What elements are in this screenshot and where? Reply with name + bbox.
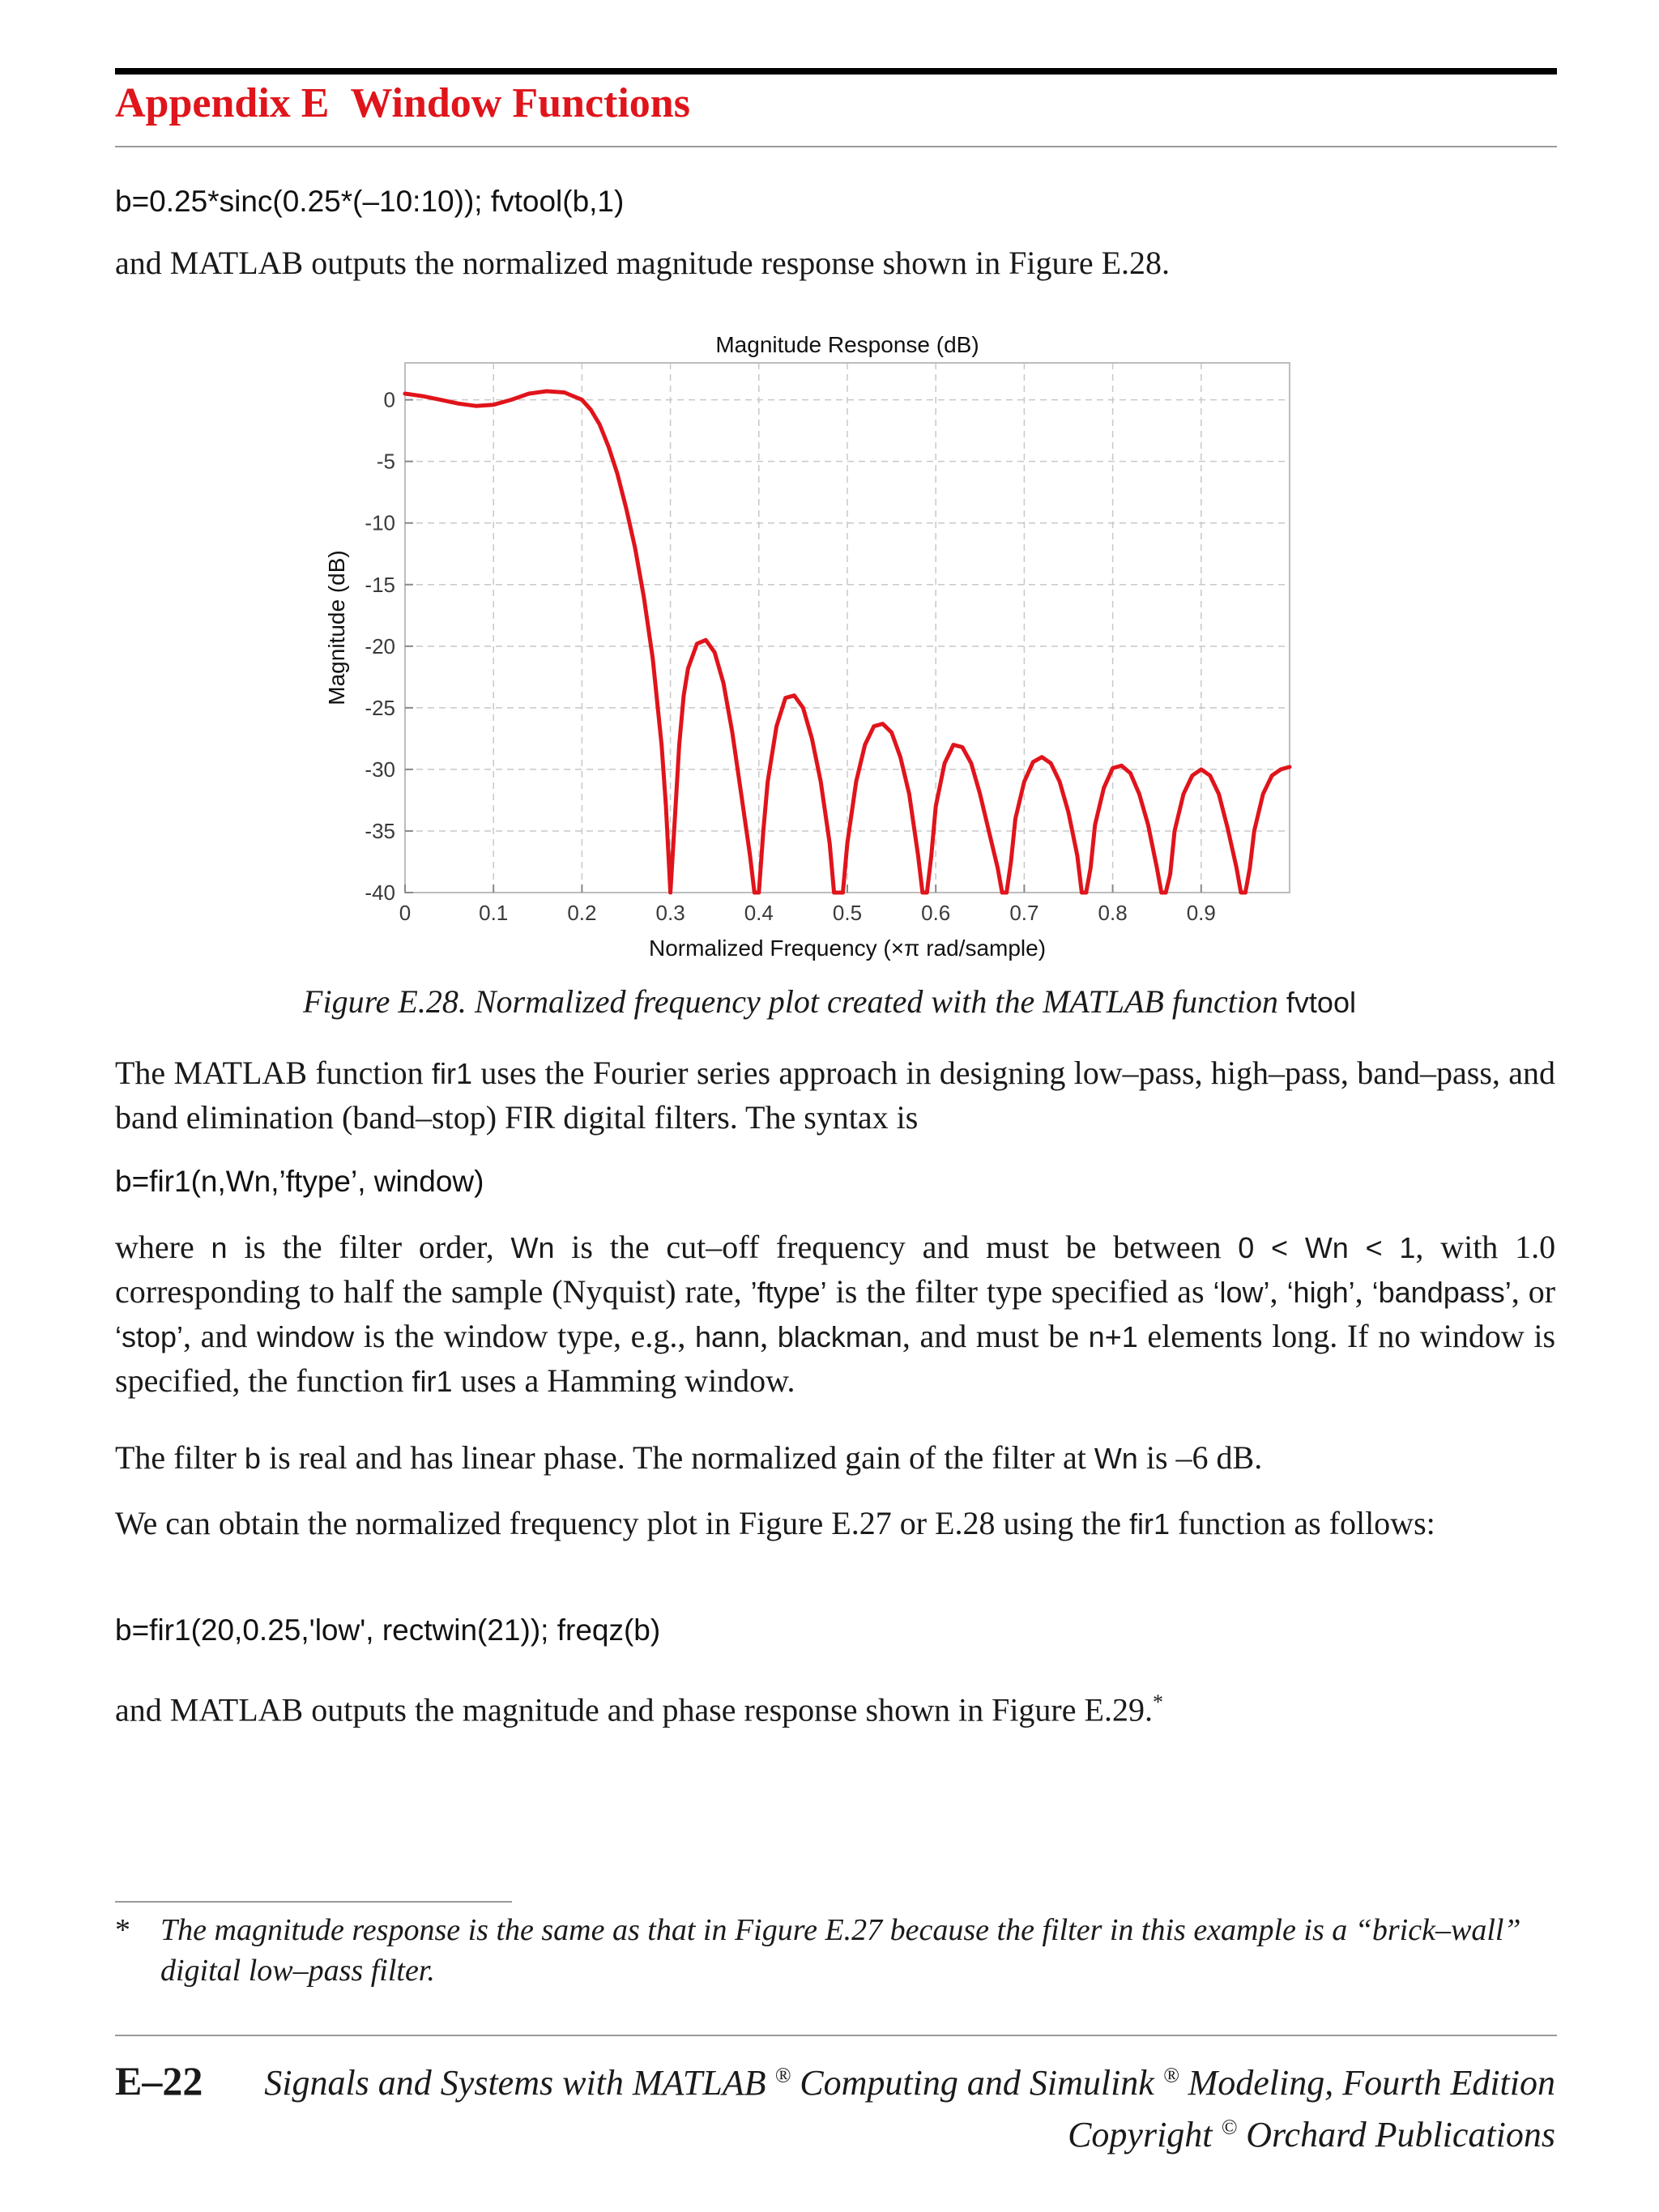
x-tick-label: 0.3 <box>655 901 685 925</box>
appendix-label: Appendix E <box>115 80 330 126</box>
footnote-mark: * <box>115 1913 130 1947</box>
copyright-line: Copyright © Orchard Publications <box>1068 2115 1555 2154</box>
paragraph-6 <box>115 1681 1555 1732</box>
footnote-text: The magnitude response is the same as that in Figure E.27 because the filter in this example is a “brick–wall” digital low–pass filter. <box>160 1913 1521 1988</box>
code-block-2 <box>115 1163 1555 1200</box>
appendix-title: Window Functions <box>350 80 690 126</box>
x-tick-label: 0.7 <box>1009 901 1039 925</box>
y-axis-label: Magnitude (dB) <box>324 550 349 705</box>
y-tick-label: -40 <box>365 880 395 905</box>
footnote-rule <box>115 1901 512 1903</box>
page-number: E–22 <box>115 2058 203 2103</box>
paragraph-text: The filter b is real and has linear phase. The normalized gain of the filter at Wn is –6 dB. <box>115 1439 1263 1476</box>
x-tick-label: 0.5 <box>832 901 863 925</box>
footnote-reference[interactable]: * <box>1152 1690 1163 1714</box>
code-fir1: fir1 <box>432 1057 473 1090</box>
paragraph-text: and MATLAB outputs the magnitude and phase response shown in Figure E.29.* <box>115 1690 1163 1728</box>
paragraph-3 <box>115 1225 1555 1404</box>
chart-title: Magnitude Response (dB) <box>715 332 979 357</box>
x-axis-label: Normalized Frequency (×π rad/sample) <box>648 936 1047 961</box>
y-tick-label: -20 <box>365 633 395 658</box>
code-line: b=fir1(n,Wn,’ftype’, window) <box>115 1165 484 1198</box>
code-line: b=fir1(20,0.25,'low', rectwin(21)); freqz(b) <box>115 1613 661 1647</box>
y-tick-label: 0 <box>383 387 395 412</box>
x-tick-label: 0.4 <box>744 901 774 925</box>
paragraph-text: We can obtain the normalized frequency plot in Figure E.27 or E.28 using the fir1 function as follows: <box>115 1505 1435 1541</box>
caption-text: Figure E.28. Normalized frequency plot created with the MATLAB function <box>303 983 1278 1020</box>
paragraph-text: and MATLAB outputs the normalized magnitude response shown in Figure E.28. <box>115 245 1171 281</box>
paragraph-5 <box>115 1502 1555 1546</box>
x-tick-label: 0 <box>399 901 412 925</box>
figure-caption <box>0 980 1659 1025</box>
x-tick-label: 0.9 <box>1186 901 1216 925</box>
x-tick-label: 0.8 <box>1098 901 1128 925</box>
y-tick-label: -25 <box>365 695 395 720</box>
code-line: b=0.25*sinc(0.25*(–10:10)); fvtool(b,1) <box>115 185 625 218</box>
code-block-3 <box>115 1612 1555 1649</box>
magnitude-response-chart <box>0 0 1659 976</box>
x-tick-label: 0.2 <box>567 901 597 925</box>
x-tick-label: 0.6 <box>921 901 951 925</box>
y-tick-label: -35 <box>365 818 395 843</box>
paragraph-4 <box>115 1436 1555 1481</box>
y-tick-label: -5 <box>376 449 395 474</box>
x-tick-label: 0.1 <box>479 901 509 925</box>
y-tick-label: -30 <box>365 757 395 782</box>
paragraph-2 <box>115 1051 1555 1140</box>
y-tick-label: -15 <box>365 572 395 597</box>
caption-code: fvtool <box>1286 986 1356 1019</box>
book-title: Signals and Systems with MATLAB ® Computing and Simulink ® Modeling, Fourth Edition <box>264 2063 1555 2103</box>
footnote <box>115 1910 1555 1991</box>
paragraph-text: where n is the filter order, Wn is the cut–off frequency and must be between 0 < Wn < 1, with 1.0 corresponding to half the sample (Nyquist) rate, ’ftype’ is the filter type specified as ‘low’, ‘high’, ‘bandpass’, or ‘stop’, and window is the window type, e.g., hann, blackman, and must be n+1 elements long. If no window is specified, the function fir1 uses a Hamming window. <box>115 1229 1556 1399</box>
y-tick-label: -10 <box>365 510 395 535</box>
paragraph-text: The MATLAB function fir1 uses the Fourier series approach in designing low–pass, high–pass, band–pass, and band elimination (band–stop) FIR digital filters. The syntax is <box>115 1055 1556 1136</box>
footer-rule <box>115 2035 1557 2036</box>
